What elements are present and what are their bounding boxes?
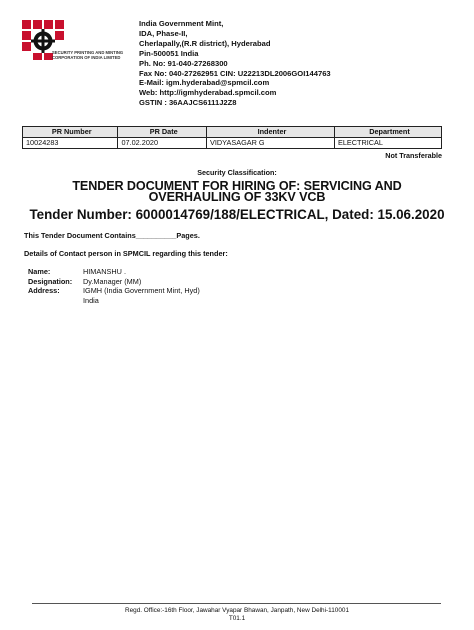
address-line: Pin-500051 India	[139, 48, 199, 58]
pr-date-cell: 07.02.2020	[118, 138, 207, 149]
contact-name-row	[28, 267, 200, 277]
tender-number: Tender Number: 6000014769/188/ELECTRICAL, Dated: 15.06.2020	[29, 207, 445, 222]
pr-header-department: Department	[334, 127, 441, 138]
contact-name-value: HIMANSHU .	[83, 267, 126, 276]
page-count-line: This Tender Document Contains__________Pages.	[24, 231, 200, 240]
contact-address-line: India	[83, 295, 99, 305]
contact-address-label: Address:	[28, 286, 60, 295]
spmcil-logo	[22, 20, 132, 66]
address-line: IDA, Phase-II,	[139, 28, 188, 38]
footer-divider	[32, 603, 441, 604]
web-line: Web: http://igmhyderabad.spmcil.com	[139, 88, 277, 98]
contact-designation-label: Designation:	[28, 276, 73, 286]
phone-line: Ph. No: 91-040-27268300	[139, 58, 228, 68]
contact-details-heading: Details of Contact person in SPMCIL regarding this tender:	[24, 249, 228, 258]
contact-designation-value: Dy.Manager (MM)	[83, 276, 142, 286]
indenter-cell: VIDYASAGAR G	[206, 138, 334, 149]
document-title: TENDER DOCUMENT FOR HIRING OF: SERVICING AND OVERHAULING OF 33KV VCB	[72, 179, 402, 204]
page-footer	[0, 607, 474, 624]
address-line: India Government Mint,	[139, 19, 224, 28]
department-cell: ELECTRICAL	[334, 138, 441, 149]
security-classification: Security Classification:	[197, 168, 277, 177]
contact-name-label: Name:	[28, 267, 51, 276]
not-transferable-label: Not Transferable	[385, 151, 442, 160]
contact-address-row	[28, 286, 200, 305]
pr-table-header-row	[23, 127, 442, 138]
document-code: T01.1	[228, 615, 246, 623]
pr-header-date: PR Date	[118, 127, 207, 138]
pr-header-number: PR Number	[23, 127, 118, 138]
pr-number-cell: 10024283	[23, 138, 118, 149]
gstin-line: GSTIN : 36AAJCS6111J2Z8	[139, 98, 237, 108]
mint-address-block	[139, 19, 331, 108]
fax-cin-line: Fax No: 040-27262951 CIN: U22213DL2006GOI144763	[139, 68, 331, 78]
contact-designation-row	[28, 277, 200, 287]
contact-address-value	[83, 286, 200, 305]
pr-header-indenter: Indenter	[206, 127, 334, 138]
email-line: E-Mail: igm.hyderabad@spmcil.com	[139, 78, 270, 88]
logo-text-line: CORPORATION OF INDIA LIMITED	[52, 55, 121, 60]
table-row	[23, 138, 442, 149]
contact-person-block	[28, 267, 200, 305]
logo-text-line: SECURITY PRINTING AND MINTING	[52, 50, 124, 55]
contact-address-line: IGMH (India Government Mint, Hyd)	[83, 286, 200, 295]
registered-office: Regd. Office:-16th Floor, Jawahar Vyapar Bhawan, Janpath, New Delhi-110001	[124, 607, 350, 614]
logo-text	[52, 50, 134, 60]
address-line: Cherlapally,(R.R district), Hyderabad	[139, 38, 271, 48]
pr-table	[22, 126, 442, 149]
